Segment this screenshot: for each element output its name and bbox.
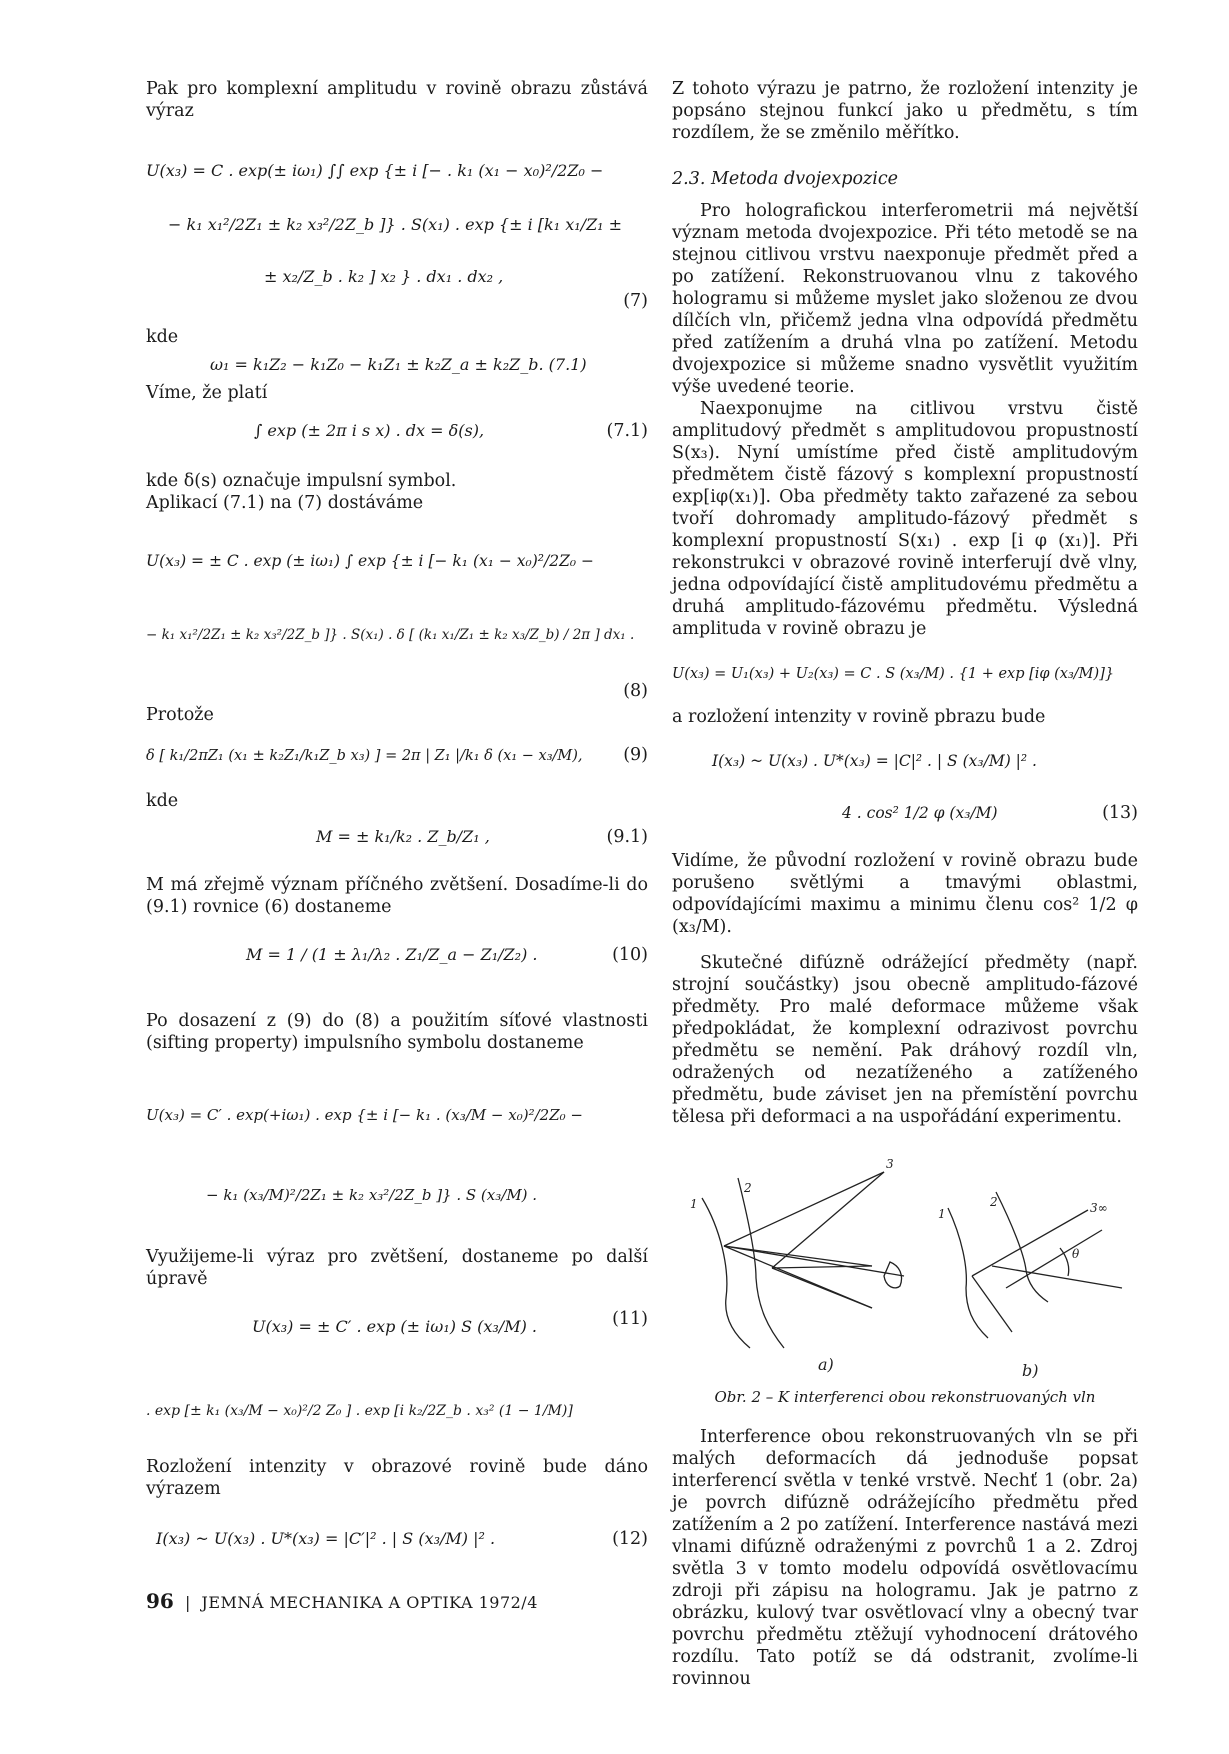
equation-7-line2: − k₁ x₁²/2Z₁ ± k₂ x₃²/2Z_b ]} . S(x₁) . exp {± i [k₁ x₁/Z₁ ± — [168, 215, 623, 234]
vyuzijeme-text: Využijeme-li výraz pro zvětšení, dostaneme po další úpravě — [146, 1247, 648, 1289]
surface-1-a — [702, 1198, 750, 1348]
kde-1: kde — [146, 327, 179, 347]
label-a-1: 1 — [690, 1197, 698, 1211]
label-b-3: 3∞ — [1090, 1201, 1108, 1215]
subfigure-b-label: b) — [1022, 1361, 1039, 1378]
page-footer — [146, 1589, 538, 1613]
paragraph-6: Skutečné difúzně odrážející předměty (např. strojní součástky) jsou obecně amplitudo-fázové předměty. Pro malé deformace můžeme však předpokládat, že komplexní odrazivost povrchu předmětu se nemění. Pak dráhový rozdíl vln, odražených od nezatíženého a zatíženého předmětu, bude záviset jen na přemístění povrchu tělesa při deformaci a na uspořádání experimentu. — [672, 953, 1138, 1127]
label-b-theta: θ — [1072, 1247, 1080, 1261]
equation-7-1b-text: ∫ exp (± 2π i s x) . dx = δ(s), — [254, 421, 485, 440]
figure-2-drawing — [672, 1158, 1138, 1378]
paragraph-4: a rozložení intenzity v rovině pbrazu bude — [672, 707, 1046, 727]
m-text: M má zřejmě význam příčného zvětšení. Dosadíme-li do (9.1) rovnice (6) dostaneme — [146, 875, 648, 917]
page-number: 96 — [146, 1589, 174, 1613]
equation-9-number: (9) — [623, 745, 648, 765]
equation-u-line1: U(x₃) = C′ . exp(+iω₁) . exp {± i [− k₁ . (x₃/M − x₀)²/2Z₀ − — [146, 1106, 583, 1124]
equation-9-1-text: M = ± k₁/k₂ . Z_b/Z₁ , — [316, 827, 490, 846]
equation-12-text: I(x₃) ~ U(x₃) . U*(x₃) = |C′|² . | S (x₃/M) |² . — [156, 1529, 496, 1548]
equation-7-line3: ± x₂/Z_b . k₂ ] x₂ } . dx₁ . dx₂ , — [264, 267, 504, 286]
po-dosazeni-text: Po dosazení z (9) do (8) a použitím síťové vlastnosti (sifting property) impulsního symbolu dostaneme — [146, 1011, 648, 1053]
equation-7-1b-number: (7.1) — [606, 421, 648, 441]
equation-8-line1: U(x₃) = ± C . exp (± iω₁) ∫ exp {± i [− k₁ (x₁ − x₀)²/2Z₀ − — [146, 552, 594, 570]
ray-b-2 — [1006, 1230, 1102, 1288]
right-column — [672, 78, 1138, 1690]
kde-2: kde — [146, 791, 179, 811]
paragraph-3: Naexponujme na citlivou vrstvu čistě amplitudový předmět s amplitudovou propustností S(x₃). Nyní umístíme před čistě amplitudovým předmětem čistě fázový s komplexní propustností exp[iφ(x₁)]. Oba předměty takto zařazené za sebou tvoří dohromady amplitudo-fázový předmět s komplexní propustností S(x₁) . exp [i φ (x₁)]. Při rekonstrukci v obrazové rovině interferují dvě vlny, jedna odpovídající čistě amplitudovému předmětu a druhá amplitudo-fázovému předmětu. Výsledná amplituda v rovině obrazu je — [672, 399, 1138, 639]
subfigure-a-label: a) — [818, 1355, 834, 1374]
left-column — [146, 78, 648, 1568]
equation-sum — [672, 662, 1138, 706]
protoze-text: Protože — [146, 705, 214, 725]
ray-b-3 — [972, 1276, 1012, 1332]
vime-text: Víme, že platí — [146, 383, 268, 403]
ray-a-axis — [724, 1246, 904, 1276]
figure-2 — [672, 1158, 1138, 1408]
equation-7 — [146, 160, 648, 320]
equation-10 — [146, 944, 648, 1010]
equation-sum-text: U(x₃) = U₁(x₃) + U₂(x₃) = C . S (x₃/M) . {1 + exp [iφ (x₃/M)]} — [672, 666, 1115, 682]
equation-13 — [672, 750, 1138, 844]
equation-11-line2: . exp [± k₁ (x₃/M − x₀)²/2 Z₀ ] . exp [i k₂/2Z_b . x₃² (1 − 1/M)] — [146, 1403, 573, 1419]
equation-13-line2: 4 . cos² 1/2 φ (x₃/M) — [842, 804, 998, 822]
label-a-2: 2 — [744, 1181, 752, 1195]
rozlozeni-text: Rozložení intenzity v obrazové rovině bude dáno výrazem — [146, 1457, 648, 1499]
equation-9-text: δ [ k₁/2πZ₁ (x₁ ± k₂Z₁/k₁Z_b x₃) ] = 2π | Z₁ |/k₁ δ (x₁ − x₃/M), — [146, 748, 583, 764]
paragraph-5: Vidíme, že původní rozložení v rovině obrazu bude porušeno světlými a tmavými oblastmi, odpovídajícími maximu a minimu členu cos² 1/2 φ (x₃/M). — [672, 851, 1138, 937]
equation-7-1a — [146, 354, 648, 378]
equation-11 — [146, 1309, 648, 1456]
label-a-3: 3 — [886, 1158, 894, 1171]
equation-9 — [146, 744, 648, 790]
equation-7-line1: U(x₃) = C . exp(± iω₁) ∫∫ exp {± i [− . k₁ (x₁ − x₀)²/2Z₀ − — [146, 161, 604, 180]
label-b-1: 1 — [938, 1207, 946, 1221]
equation-11-number: (11) — [612, 1309, 648, 1329]
ray-a-5 — [772, 1268, 872, 1308]
equation-8 — [146, 550, 648, 700]
equation-u — [146, 1104, 648, 1242]
delta-text: kde δ(s) označuje impulsní symbol. — [146, 471, 457, 491]
equation-7-1a-text: ω₁ = k₁Z₂ − k₁Z₀ − k₁Z₁ ± k₂Z_a ± k₂Z_b. (7.1) — [210, 355, 587, 374]
equation-10-text: M = 1 / (1 ± λ₁/λ₂ . Z₁/Z_a − Z₁/Z₂) . — [246, 945, 538, 964]
intro-text: Pak pro komplexní amplitudu v rovině obrazu zůstává výraz — [146, 79, 648, 121]
equation-12 — [146, 1528, 648, 1568]
equation-9-1 — [146, 826, 648, 868]
aplikaci-text: Aplikací (7.1) na (7) dostáváme — [146, 493, 424, 513]
surface-1-b — [948, 1208, 988, 1338]
section-heading: 2.3. Metoda dvojexpozice — [672, 169, 898, 189]
paragraph-7: Interference obou rekonstruovaných vln se při malých deformacích dá jednoduše popsat interferencí světla v tenké vrstvě. Nechť 1 (obr. 2a) je povrch difúzně odrážejícího předmětu před zatížením a 2 po zatížení. Interference nastává mezi vlnami difúzně odraženými z povrchů 1 a 2. Zdroj světla 3 v tomto modelu odpovídá osvětlovacímu zdroji při zápisu na hologramu. Jak je patrno z obrázku, kulový tvar osvětlovací vlny a obecný tvar povrchu předmětu ztěžují vyhodnocení drátového rozdílu. Tato potíž se dá odstranit, zvolíme-li rovinnou — [672, 1427, 1138, 1689]
ray-a-2 — [772, 1172, 884, 1268]
paragraph-1: Z tohoto výrazu je patrno, že rozložení intenzity je popsáno stejnou funkcí jako u předmětu, s tím rozdílem, že se změnilo měřítko. — [672, 79, 1138, 143]
equation-13-number: (13) — [1102, 803, 1138, 823]
equation-12-number: (12) — [612, 1529, 648, 1549]
footer-separator: | — [184, 1593, 191, 1612]
equation-13-line1: I(x₃) ~ U(x₃) . U*(x₃) = |C|² . | S (x₃/M) |² . — [712, 752, 1037, 770]
equation-8-line2: − k₁ x₁²/2Z₁ ± k₂ x₃²/2Z_b ]} . S(x₁) . δ [ (k₁ x₁/Z₁ ± k₂ x₃/Z_b) / 2π ] dx₁ . — [146, 627, 635, 643]
equation-10-number: (10) — [612, 945, 648, 965]
label-b-2: 2 — [990, 1195, 998, 1209]
equation-9-1-number: (9.1) — [606, 827, 648, 847]
figure-caption: Obr. 2 – K interferenci obou rekonstruovaných vln — [714, 1388, 1096, 1406]
equation-7-number: (7) — [623, 291, 648, 311]
equation-11-line1: U(x₃) = ± C′ . exp (± iω₁) S (x₃/M) . — [252, 1317, 537, 1336]
paragraph-2: Pro holografickou interferometrii má největší význam metoda dvojexpozice. Při této metodě se na stejnou citlivou vrstvu naexponuje předmět před a po zatížení. Rekonstruovanou vlnu z takového hologramu si můžeme myslet jako složenou ze dvou dílčích vln, přičemž jedna vlna odpovídá předmětu před zatížením a druhá vlna po zatížení. Metodu dvojexpozice si můžeme snadno vysvětlit využitím výše uvedené teorie. — [672, 201, 1138, 397]
journal-name: JEMNÁ MECHANIKA A OPTIKA 1972/4 — [201, 1593, 538, 1612]
equation-8-number: (8) — [623, 681, 648, 701]
equation-7-1b — [146, 420, 648, 464]
equation-u-line2: − k₁ (x₃/M)²/2Z₁ ± k₂ x₃²/2Z_b ]} . S (x₃/M) . — [206, 1186, 538, 1204]
ray-b-1 — [972, 1210, 1088, 1276]
